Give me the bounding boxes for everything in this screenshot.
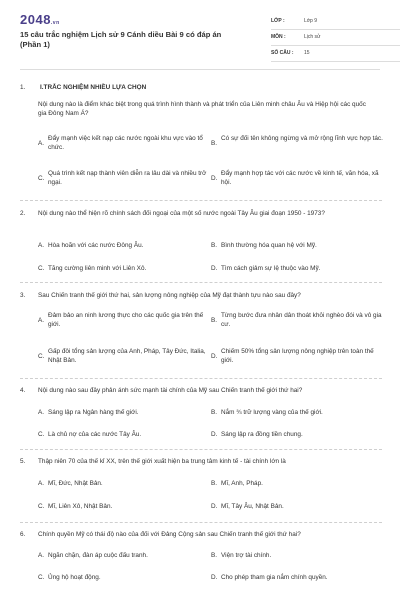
option-letter: C. (38, 431, 45, 438)
question-6 (20, 531, 382, 593)
option-text: Tăng cường liên minh với Liên Xô. (48, 265, 147, 272)
option-letter: B. (211, 242, 218, 249)
option-letter: B. (211, 409, 218, 416)
option-letter: A. (38, 242, 45, 249)
page-title: 15 câu trắc nghiệm Lịch sử 9 Cánh diều Bài 9 có đáp án (Phần 1) (20, 30, 222, 49)
meta-key: MÔN : (271, 34, 286, 41)
option-text: Sáng lập ra Ngân hàng thế giới. (48, 409, 139, 416)
question-number: 5. (20, 458, 26, 465)
option-letter: D. (211, 574, 218, 581)
meta-value: Lớp 9 (304, 18, 318, 25)
option-text: Ủng hộ hoạt động. (48, 574, 101, 581)
option-letter: B. (211, 317, 218, 324)
logo-tld: .vn (50, 20, 60, 26)
option-letter: B. (211, 480, 218, 487)
option-text: Mĩ, Liên Xô, Nhật Bản. (48, 503, 113, 510)
option-letter: C. (38, 265, 45, 272)
meta-row-count (271, 46, 400, 62)
option-text: Tìm cách giảm sự lệ thuộc vào Mỹ. (221, 265, 321, 272)
option-text: Đẩy mạnh hợp tác với các nước về kinh tế, văn hóa, xã hội. (221, 170, 379, 186)
question-number: 3. (20, 292, 26, 299)
option-text: Ngăn chặn, đàn áp cuộc đấu tranh. (48, 552, 148, 559)
option-letter: B. (211, 140, 218, 147)
meta-row-subject (271, 30, 400, 46)
question-stem: Sau Chiến tranh thế giới thứ hai, sản lượng nông nghiệp của Mỹ đạt thành tựu nào sau đây? (38, 292, 301, 299)
option-letter: D. (211, 265, 218, 272)
option-text: Quá trình kết nạp thành viên diễn ra lâu dài và nhiều trở ngại. (48, 170, 207, 186)
meta-value: Lịch sử (304, 34, 321, 41)
option-letter: D. (211, 353, 218, 360)
divider (20, 200, 382, 201)
option-text: Có sự đối tên không ngừng và mở rộng lĩnh vực hợp tác. (221, 135, 383, 142)
question-stem: Chính quyền Mỹ có thái độ nào của đối với Đảng Cộng sản sau Chiến tranh thế giới thứ hai? (38, 531, 301, 538)
question-stem: Nội dung nào sau đây phản ánh sức mạnh tài chính của Mỹ sau Chiến tranh thế giới thứ hai? (38, 387, 303, 394)
question-stem: Nội dung nào thể hiện rõ chính sách đối ngoại của một số nước ngoài Tây Âu giai đoạn 1950 - 1973? (38, 210, 325, 217)
meta-table (271, 14, 400, 62)
question-2 (20, 210, 382, 282)
option-letter: D. (211, 503, 218, 510)
option-text: Chiếm 50% tổng sản lượng nông nghiệp trên toàn thế giới. (221, 348, 374, 364)
option-text: Đảm bảo an ninh lương thực cho các quốc gia trên thế giới. (48, 312, 204, 328)
section-title: I.TRẮC NGHIỆM NHIỀU LỰA CHỌN (40, 84, 147, 91)
meta-row-class (271, 14, 400, 30)
option-text: Từng bước đưa nhân dân thoát khỏi nghèo đói và vô gia cư. (221, 312, 382, 328)
option-text: Gấp đôi tổng sản lượng của Anh, Pháp, Tây Đức, Italia, Nhật Bản. (48, 348, 206, 364)
option-letter: C. (38, 175, 45, 182)
question-number: 2. (20, 210, 26, 217)
option-letter: A. (38, 140, 45, 147)
option-letter: D. (211, 431, 218, 438)
option-text: Mĩ, Đức, Nhật Bản. (48, 480, 103, 487)
option-text: Sáng lập ra đồng tiền chung. (221, 431, 303, 438)
question-number: 6. (20, 531, 26, 538)
meta-key: LỚP : (271, 18, 285, 25)
site-logo[interactable] (20, 11, 60, 29)
question-stem: Nội dung nào là điểm khác biệt trong quá trình hình thành và phát triển của Liên minh châu Âu và Hiệp hội các quốc gia Đông Nam Á? (38, 101, 366, 117)
meta-value: 15 (304, 50, 310, 57)
question-4 (20, 387, 382, 447)
divider (20, 378, 382, 379)
option-letter: B. (211, 552, 218, 559)
option-text: Mĩ, Anh, Pháp. (221, 480, 263, 487)
option-text: Bình thường hóa quan hệ với Mỹ. (221, 242, 317, 249)
question-5 (20, 458, 382, 520)
option-text: Đẩy mạnh việc kết nạp các nước ngoài khu vực vào tổ chức. (48, 135, 203, 151)
option-letter: C. (38, 574, 45, 581)
option-text: Viện trợ tài chính. (221, 552, 272, 559)
option-letter: A. (38, 409, 45, 416)
question-1 (20, 101, 382, 201)
divider (20, 522, 382, 523)
option-letter: C. (38, 503, 45, 510)
option-letter: A. (38, 552, 45, 559)
option-text: Nắm ¾ trữ lượng vàng của thế giới. (221, 409, 323, 416)
document-header (20, 0, 380, 70)
section-number: 1. (20, 84, 26, 91)
option-letter: A. (38, 317, 45, 324)
option-letter: D. (211, 175, 218, 182)
question-number: 4. (20, 387, 26, 394)
option-letter: A. (38, 480, 45, 487)
logo-main: 2048 (20, 12, 51, 27)
meta-key: SỐ CÂU : (271, 50, 294, 57)
option-text: Là chủ nợ của các nước Tây Âu. (48, 431, 142, 438)
divider (20, 282, 382, 283)
option-text: Mĩ, Tây Âu, Nhật Bản. (221, 503, 284, 510)
option-letter: C. (38, 353, 45, 360)
question-stem: Thập niên 70 của thế kỉ XX, trên thế giới xuất hiện ba trung tâm kinh tế - tài chính lớn là (38, 458, 286, 465)
question-3 (20, 292, 382, 382)
divider (20, 449, 382, 450)
option-text: Cho phép tham gia nắm chính quyền. (221, 574, 328, 581)
option-text: Hòa hoãn với các nước Đông Âu. (48, 242, 144, 249)
